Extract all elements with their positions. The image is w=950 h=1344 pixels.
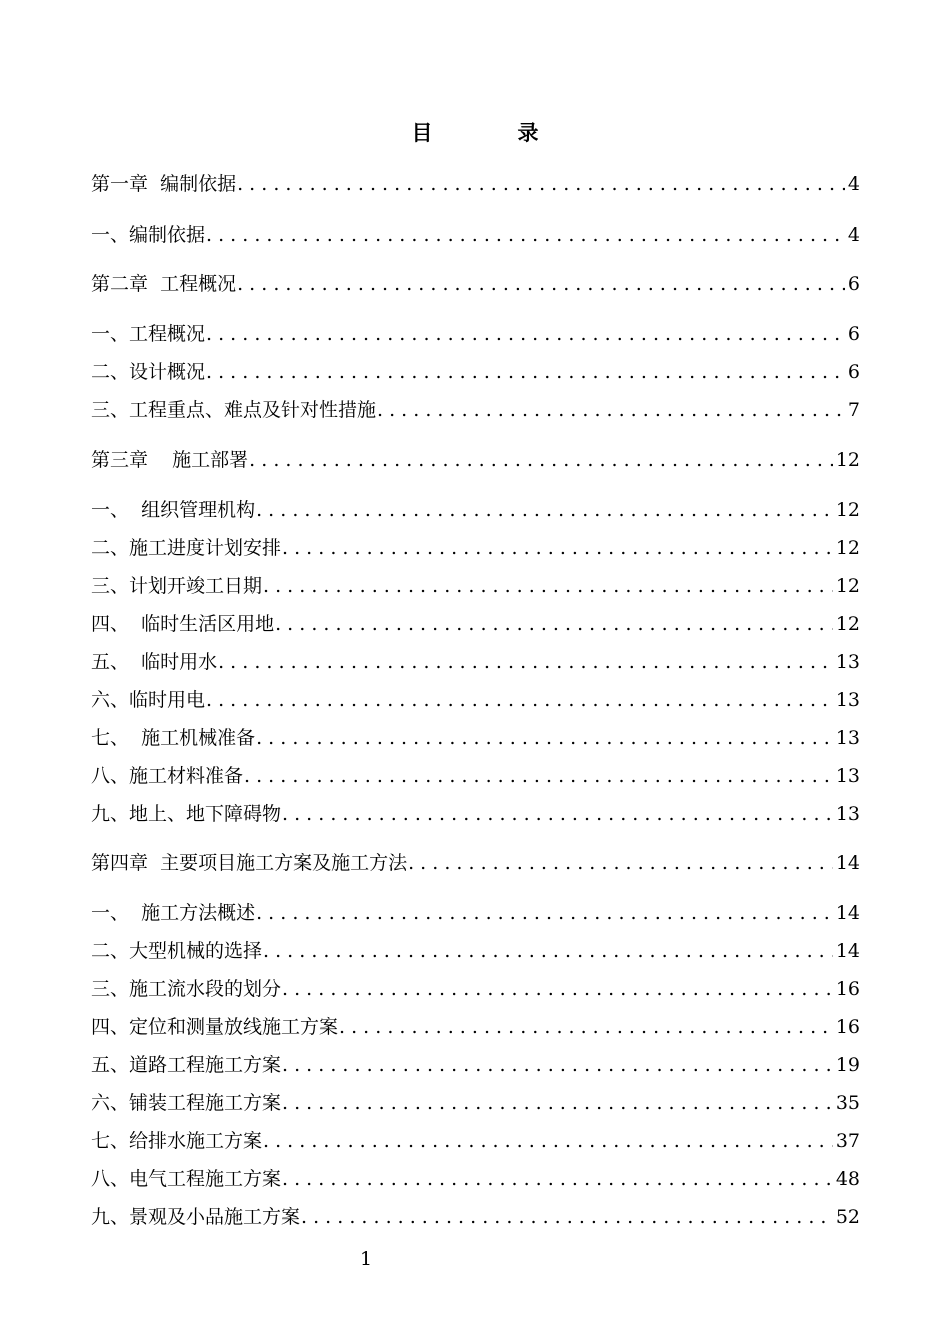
toc-entry-page: 12 (835, 449, 860, 471)
toc-entry-page: 13 (835, 765, 860, 787)
toc-title: 目 录 (411, 120, 571, 145)
dot-leader (206, 359, 845, 385)
toc-entry[interactable] (91, 1128, 860, 1154)
dot-leader (206, 222, 845, 248)
dot-leader (237, 171, 845, 197)
dot-leader (256, 900, 833, 926)
toc-entry-label: 三、计划开竣工日期 (91, 575, 263, 597)
dot-leader (263, 573, 833, 599)
toc-entry[interactable] (91, 1014, 860, 1040)
toc-entry-label: 一、 组织管理机构 (91, 499, 256, 521)
toc-entry-label: 九、地上、地下障碍物 (91, 803, 282, 825)
toc-entry[interactable] (91, 535, 860, 561)
toc-entry-label: 二、施工进度计划安排 (91, 537, 282, 559)
toc-entry-label: 一、工程概况 (91, 323, 206, 345)
toc-entry-label: 七、 施工机械准备 (91, 727, 256, 749)
dot-leader (256, 497, 833, 523)
toc-entry-page: 13 (835, 689, 860, 711)
toc-entry-label: 六、临时用电 (91, 689, 206, 711)
dot-leader (263, 938, 833, 964)
toc-entry-page: 13 (835, 727, 860, 749)
dot-leader (218, 649, 833, 675)
dot-leader (301, 1204, 833, 1230)
toc-entry-label: 六、铺装工程施工方案 (91, 1092, 282, 1114)
toc-entry[interactable] (91, 1204, 860, 1230)
toc-entry[interactable] (91, 801, 860, 827)
dot-leader (244, 763, 833, 789)
toc-entry-label: 八、电气工程施工方案 (91, 1168, 282, 1190)
toc-entry-page: 52 (835, 1206, 860, 1228)
dot-leader (256, 725, 833, 751)
toc-entry[interactable] (91, 976, 860, 1002)
toc-entry[interactable] (91, 1166, 860, 1192)
toc-entry-page: 13 (835, 803, 860, 825)
toc-entry-label: 三、工程重点、难点及针对性措施 (91, 399, 377, 421)
toc-entry-page: 12 (835, 575, 860, 597)
toc-entry-label: 四、 临时生活区用地 (91, 613, 275, 635)
dot-leader (249, 447, 833, 473)
toc-entry-label: 第三章 施工部署 (91, 449, 249, 471)
toc-entry-label: 五、 临时用水 (91, 651, 218, 673)
dot-leader (263, 1128, 833, 1154)
toc-entry-label: 五、道路工程施工方案 (91, 1054, 282, 1076)
toc-entry-page: 35 (835, 1092, 860, 1114)
toc-entry-label: 第四章 主要项目施工方案及施工方法 (91, 852, 408, 874)
toc-entry-page: 6 (847, 361, 860, 383)
toc-entry-label: 七、给排水施工方案 (91, 1130, 263, 1152)
toc-entry-page: 4 (847, 224, 860, 246)
dot-leader (339, 1014, 833, 1040)
toc-entry[interactable] (91, 850, 860, 876)
dot-leader (237, 271, 845, 297)
toc-entry[interactable] (91, 271, 860, 297)
toc-entry[interactable] (91, 687, 860, 713)
toc-entry-label: 八、施工材料准备 (91, 765, 244, 787)
toc-entry-page: 6 (847, 323, 860, 345)
toc-entry[interactable] (91, 649, 860, 675)
page-number: 1 (359, 1248, 373, 1270)
toc-entry-label: 一、 施工方法概述 (91, 902, 256, 924)
toc-entry[interactable] (91, 321, 860, 347)
dot-leader (206, 687, 833, 713)
dot-leader (282, 1052, 833, 1078)
toc-entry[interactable] (91, 171, 860, 197)
dot-leader (282, 1166, 833, 1192)
toc-entry-page: 19 (835, 1054, 860, 1076)
toc-entry-label: 二、设计概况 (91, 361, 206, 383)
toc-entry[interactable] (91, 1052, 860, 1078)
toc-entry[interactable] (91, 359, 860, 385)
toc-entry-page: 16 (835, 978, 860, 1000)
toc-entry-label: 三、施工流水段的划分 (91, 978, 282, 1000)
dot-leader (408, 850, 833, 876)
toc-entry-page: 12 (835, 499, 860, 521)
toc-entry-page: 16 (835, 1016, 860, 1038)
toc-entry[interactable] (91, 397, 860, 423)
toc-entry[interactable] (91, 900, 860, 926)
toc-entry-label: 九、景观及小品施工方案 (91, 1206, 301, 1228)
toc-entry-label: 第一章 编制依据 (91, 173, 237, 195)
dot-leader (282, 801, 833, 827)
dot-leader (275, 611, 833, 637)
toc-entry[interactable] (91, 725, 860, 751)
toc-entry-page: 6 (847, 273, 860, 295)
toc-entry-page: 37 (835, 1130, 860, 1152)
toc-entry-page: 48 (835, 1168, 860, 1190)
toc-entry-page: 13 (835, 651, 860, 673)
toc-entry-label: 第二章 工程概况 (91, 273, 237, 295)
toc-entry[interactable] (91, 447, 860, 473)
toc-entry-page: 14 (835, 852, 860, 874)
toc-entry[interactable] (91, 763, 860, 789)
toc-entry-label: 四、定位和测量放线施工方案 (91, 1016, 339, 1038)
toc-entry-page: 14 (835, 902, 860, 924)
toc-entry[interactable] (91, 573, 860, 599)
toc-entry[interactable] (91, 1090, 860, 1116)
toc-entry-label: 二、大型机械的选择 (91, 940, 263, 962)
toc-entry-page: 12 (835, 537, 860, 559)
toc-entry[interactable] (91, 938, 860, 964)
toc-entry[interactable] (91, 222, 860, 248)
toc-entry[interactable] (91, 497, 860, 523)
toc-entry-page: 7 (847, 399, 860, 421)
dot-leader (377, 397, 845, 423)
toc-entry-label: 一、编制依据 (91, 224, 206, 246)
toc-entry[interactable] (91, 611, 860, 637)
dot-leader (282, 1090, 833, 1116)
toc-entry-page: 4 (847, 173, 860, 195)
dot-leader (282, 535, 833, 561)
toc-entry-page: 14 (835, 940, 860, 962)
dot-leader (282, 976, 833, 1002)
toc-entry-page: 12 (835, 613, 860, 635)
dot-leader (206, 321, 845, 347)
